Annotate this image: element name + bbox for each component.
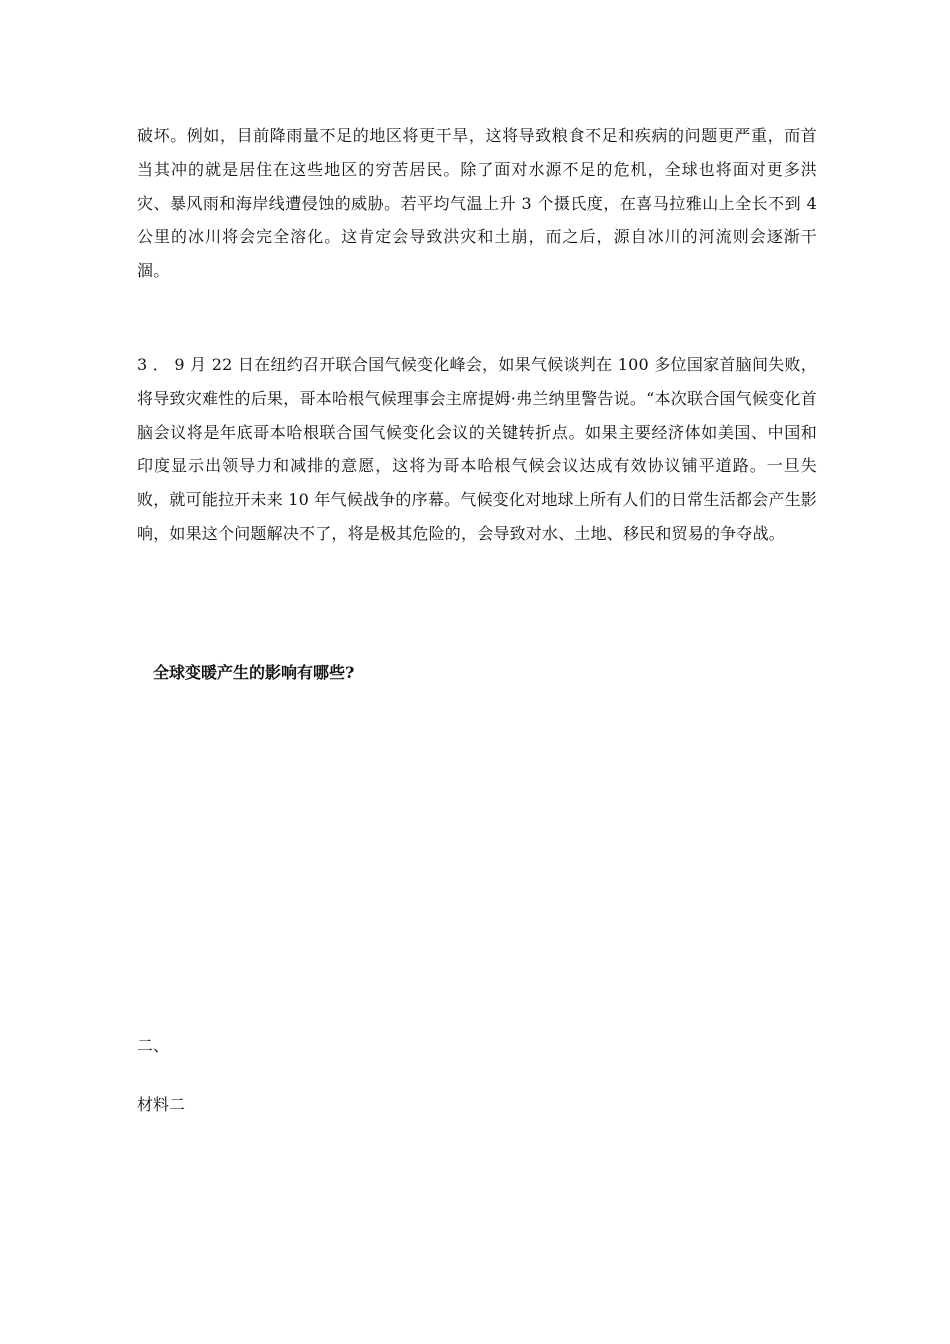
section-number: 二、 [137, 1036, 170, 1055]
paragraph-continued: 破坏。例如，目前降雨量不足的地区将更干旱，这将导致粮食不足和疾病的问题更严重，而首当其冲的就是居住在这些地区的穷苦居民。除了面对水源不足的危机，全球也将面对更多洪灾、暴风雨和海岸线遭侵蚀的威胁。若平均气温上升 3 个摄氏度，在喜马拉雅山上全长不到 4 公里的冰川将会完全溶化。这肯定会导致洪灾和土崩，而之后，源自冰川的河流则会逐渐干涸。 [137, 126, 817, 281]
paragraph-3: 3 ． 9 月 22 日在纽约召开联合国气候变化峰会，如果气候谈判在 100 多位国家首脑间失败，将导致灾难性的后果，哥本哈根气候理事会主席提姆·弗兰纳里警告说。“本次联合国气候变化首脑会议将是年底哥本哈根联合国气候变化会议的关键转折点。如果主要经济体如美国、中国和印度显示出领导力和减排的意愿，这将为哥本哈根气候会议达成有效协议铺平道路。一旦失败，就可能拉开未来 10 年气候战争的序幕。气候变化对地球上所有人们的日常生活都会产生影响，如果这个问题解决不了，将是极其危险的，会导致对水、土地、移民和贸易的争夺战。 [137, 355, 817, 543]
question-heading: 全球变暖产生的影响有哪些? [153, 663, 355, 682]
material-label: 材料二 [137, 1095, 186, 1114]
